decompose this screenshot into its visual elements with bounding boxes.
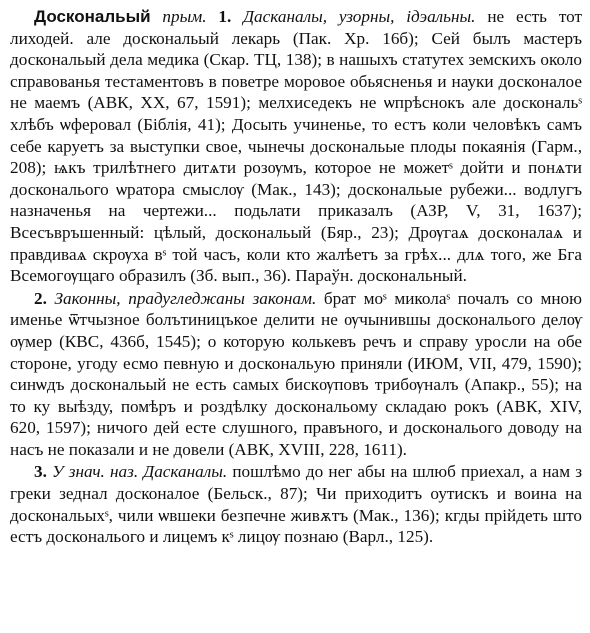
headword: Доскональый	[34, 7, 151, 26]
sense-citations: пошлѣмо до нег абы на шлюб приехал, а нам з греки зеднал досконалое (Бельск., 87); Чи приходитъ оутискъ и воина на доскональыхˢ, чили ѡвшеки безпечне живѫтъ (Мак., 136); кгды прійдеть што естъ доскональого и лицемъ кˢ лицѹ познаю (Варл., 125).	[10, 462, 583, 547]
sense-gloss: Законны, прадугледжаны законам.	[54, 288, 317, 308]
dictionary-entry	[10, 6, 582, 548]
sense-number: 1.	[218, 7, 232, 26]
sense-3	[10, 461, 582, 547]
sense-citations: не есть тот лиходей. але доскональый лекарь (Пак. Хр. 16б); Сей былъ мастеръ доскональый дела медика (Скар. ТЦ, 138); в нашыхъ статутех земскихъ около справованья тестаментовъ в поветре моровое обьясненья и науки досконалое не маемъ (АВК, XX, 67, 1591); мелхиседекъ не ѡпрѣснокъ але доскональˢ хлѣбъ ѡферовал (Біблія, 41); Досыть учиненье, то естъ коли человѣкъ самъ себе каруетъ за выступки свое, чынечы доскональые плоды покаянія (Гарм., 208); ѩкъ трилѣтнего дитѧти розѹмъ, которое не можетˢ дойти и понѧти доскональого ѡратора смыслѹ (Мак., 143); доскональые рубежи... водлугъ назначенья на чертежи... подьлати приказалъ (АЗР, V, 31, 1637); Всесъвръшенный: цѣлый, доскональый (Бяр., 23); Дрѹгаѧ досконалаѧ и правдиваѧ скрѹха вˢ той часъ, коли кто жалѣетъ за грѣх... длѧ того, же Бга Всемогѹщаго образилъ (Зб. вып., 36). Параўн. доскональный.	[10, 7, 583, 286]
sense-gloss: Дасканалы, узорны, ідэальны.	[243, 7, 476, 26]
sense-2	[10, 288, 582, 461]
sense-number: 2.	[34, 288, 47, 308]
sense-number: 3.	[34, 462, 47, 482]
sense-gloss: У знач. наз. Дасканалы.	[52, 462, 228, 482]
sense-1	[10, 6, 582, 287]
sense-citations: брат моˢ миколаˢ почалъ со мною именье ѿтчызное болътиницъкое делити не ѹчынившы доскональого делѹ ѹмер (КВС, 436б, 1545); о которую колькевъ речъ и справу уросли на обе стороне, угоду есмо певную и доскональую приняли (ИЮМ, VII, 479, 1590); синѡдъ доскональый не есть самых бискѹповъ трибѹналъ (Апакр., 55); на то ку выѣзду, помѣръ и роздѣлку доскональому складаю рокъ (АВК, XIV, 620, 1597); ничого дей есте слушного, правъного, и доскональого доводу на насъ не показали и не довели (АВК, XVIII, 228, 1611).	[10, 288, 582, 459]
part-of-speech: прым.	[162, 7, 207, 26]
